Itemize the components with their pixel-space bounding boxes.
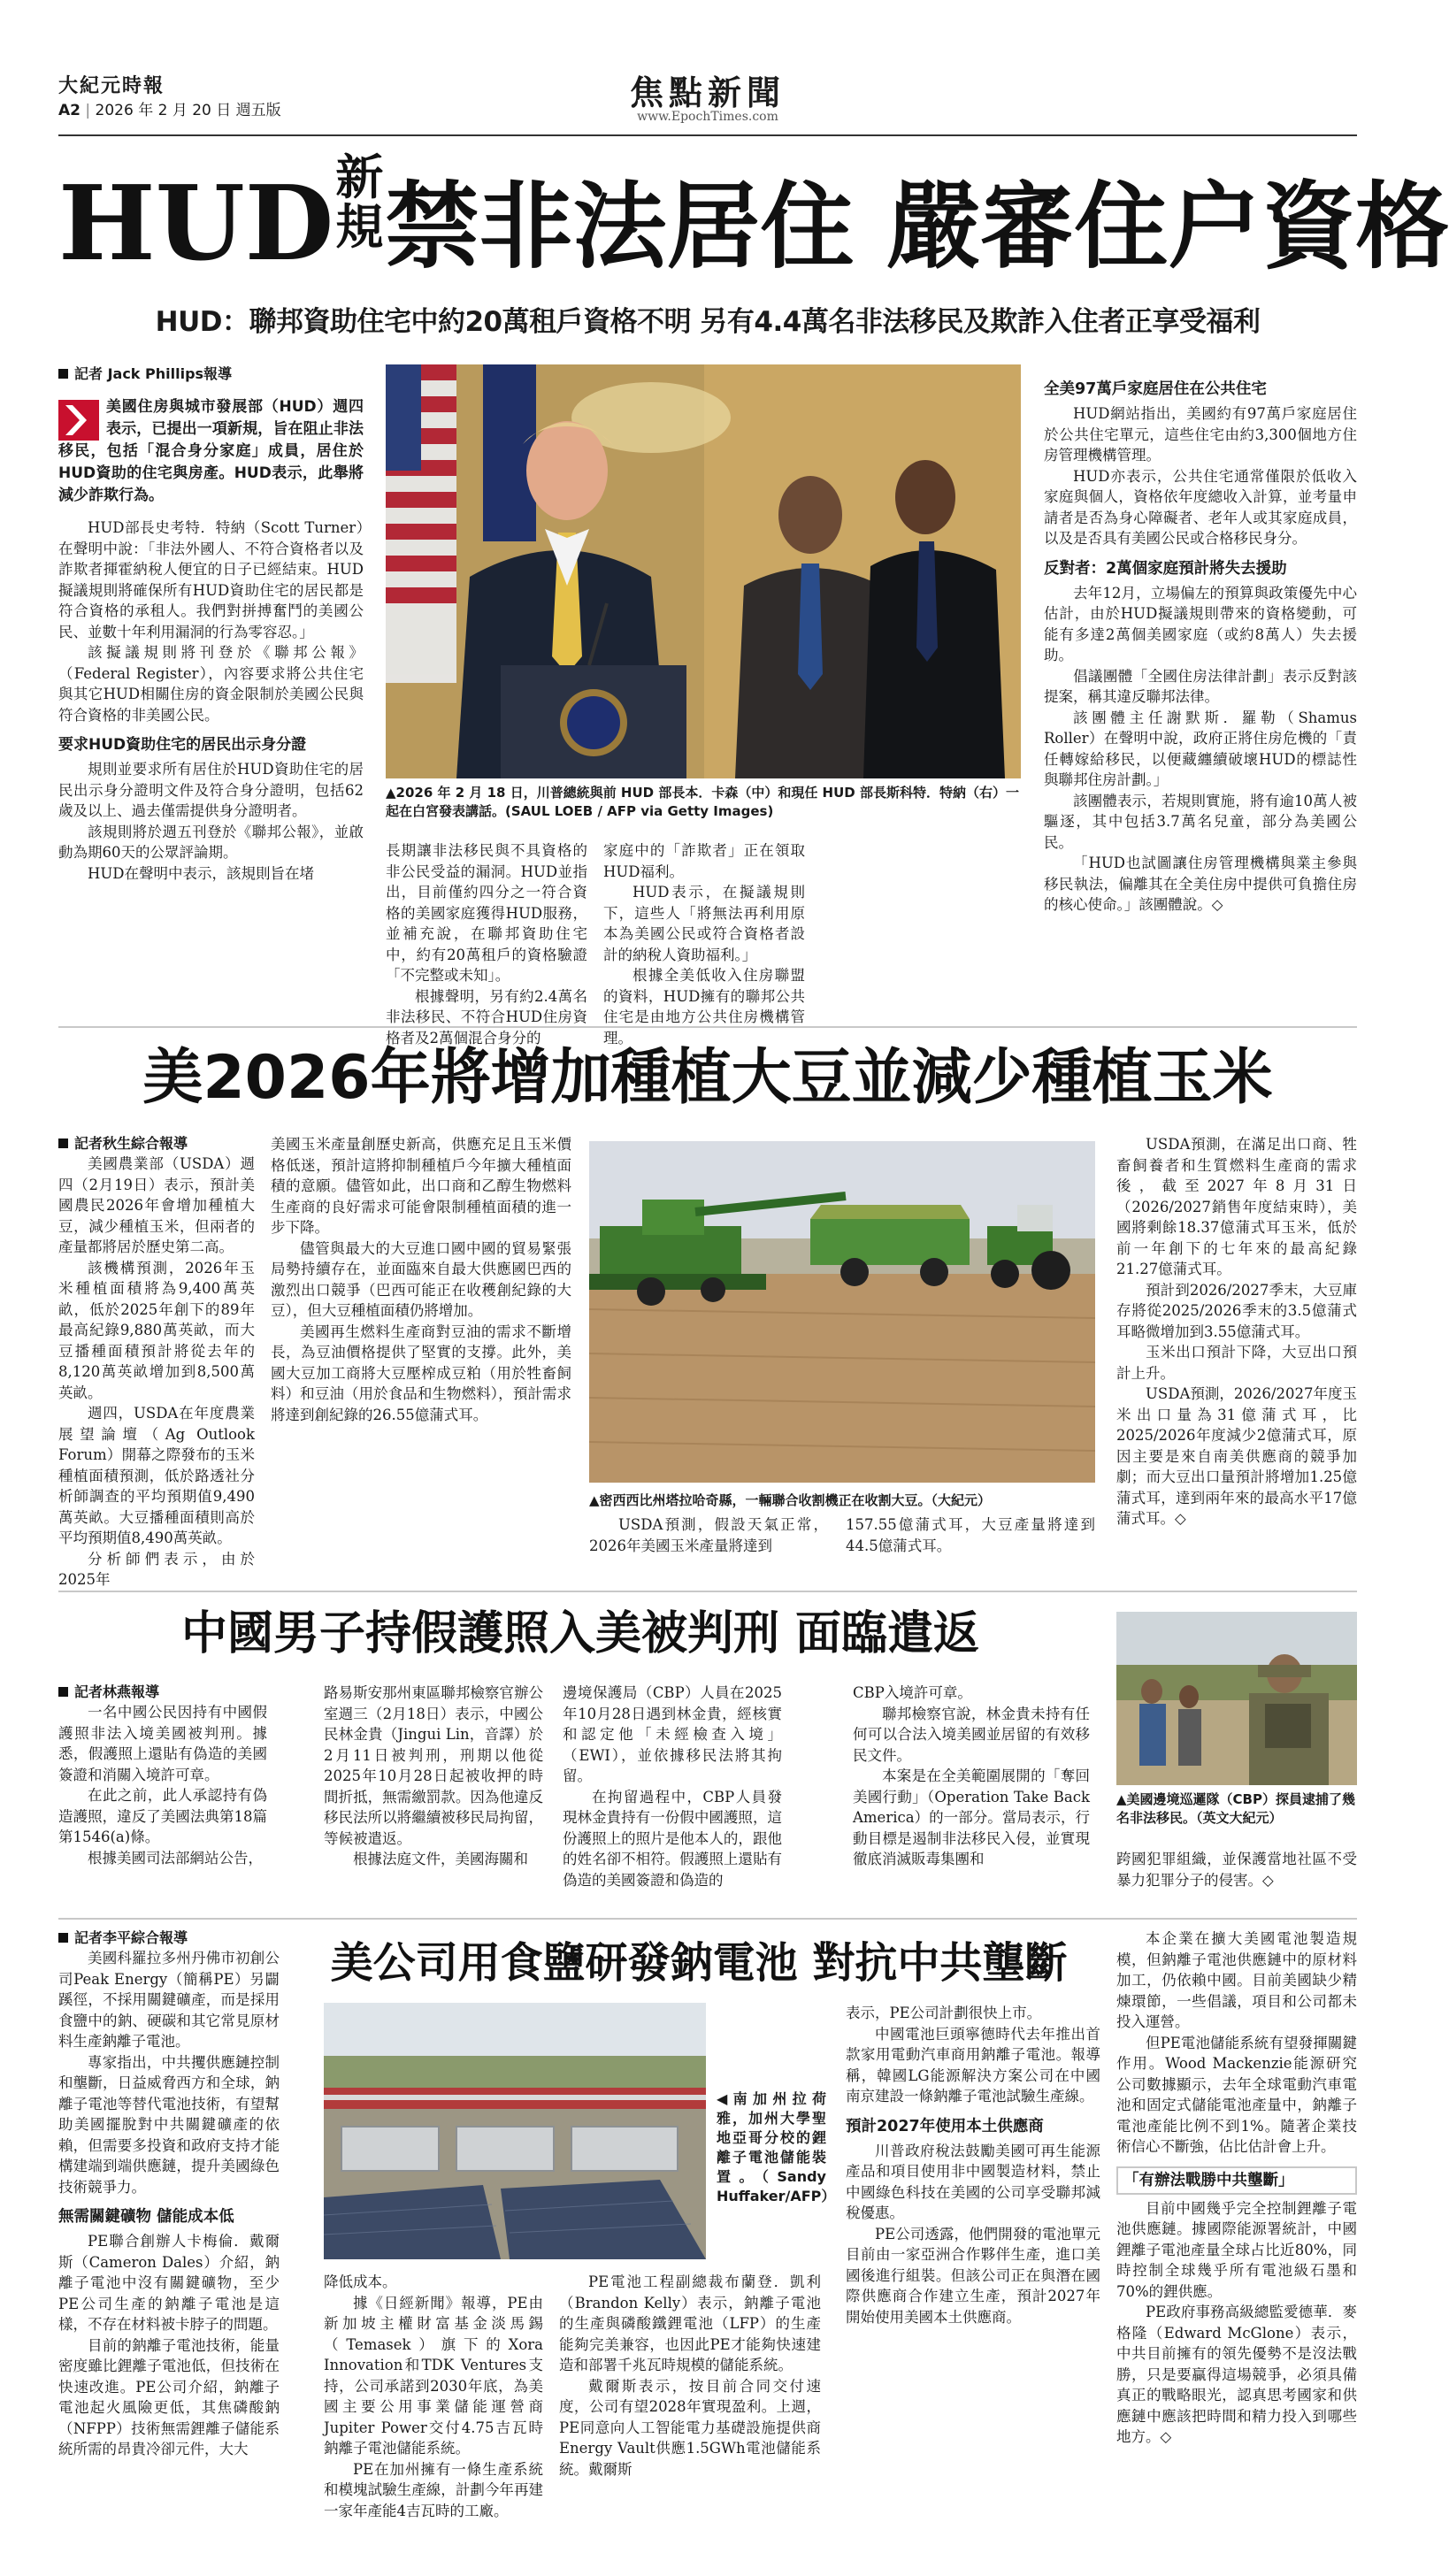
a3-c4-p3: 本案是在全美範圍展開的「奪回美國行動」（Operation Take Back America）的一部分。當局表示，行動目標是遏制非法移民入侵，並實現徹底消滅販毒集團和 — [853, 1767, 1090, 1867]
a2-c1-p4: 分析師們表示，由於2025年 — [58, 1550, 255, 1588]
a1-r-p2: HUD亦表示，公共住宅通常僅限於低收入家庭與個人，資格依年度總收入計算，並考量申請者是否為身心障礙者、老年人或其家庭成員，以及是否具有美國公民或合格移民身分。 — [1044, 467, 1357, 547]
a3-headline: 中國男子持假護照入美被判刑 面臨遣返 — [180, 1607, 980, 1660]
a1-headline-small-2: 規 — [335, 198, 384, 255]
a1-c2-p2: 根據聲明，另有約2.4萬名非法移民、不符合HUD住房資格者及2萬個混合身分的 — [386, 987, 587, 1046]
a1-col-3 — [603, 840, 805, 1046]
a1-r-p1: HUD網站指出，美國約有97萬戶家庭居住於公共住宅單元，這些住宅由約3,300個地方住房管理機構管理。 — [1044, 405, 1357, 464]
a4-c1-p3: PE聯合創辦人卡梅倫．戴爾斯（Cameron Dales）介紹，鈉離子電池中沒有關鍵礦物，至少PE公司生產的鈉離子電池是這樣，不存在材料被卡脖子的問題。 — [58, 2233, 280, 2333]
a4-col-2 — [324, 2272, 543, 2519]
a2-col-right — [1116, 1134, 1357, 1576]
a4-c3-subhead: 預計2027年使用本土供應商 — [846, 2117, 1044, 2135]
a1-headline-small-1: 新 — [335, 149, 384, 205]
a2-c2-p2: 儘管與最大的大豆進口國中國的貿易緊張局勢持續存在，並面臨來自最大供應國巴西的激烈出口競爭（巴西可能正在收穫創紀錄的大豆），但大豆種植面積仍將增加。 — [271, 1239, 571, 1319]
a1-r-p7: 「HUD也試圖讓住房管理機構與業主參與移民執法，偏離其在全美住房中提供可負擔住房的核心使命。」該團體說。◇ — [1044, 855, 1357, 913]
a1-headline-part-a: HUD — [58, 164, 334, 284]
a1-c1-p4: 該規則將於週五刊登於《聯邦公報》，並啟動為期60天的公眾評論期。 — [58, 823, 364, 861]
a4-r-p3: 目前中國幾乎完全控制鋰離子電池供應鏈。據國際能源署統計，中國鋰離子電池產量全球占比近80%，同時控制全球幾乎所有電池級石墨和70%的鋰供應。 — [1116, 2199, 1357, 2300]
a4-c1-p1: 美國科羅拉多州丹佛市初創公司Peak Energy（簡稱PE）另闢蹊徑，不採用關鍵礦產，而是採用食鹽中的鈉、硬碳和其它常見原材料生產鈉離子電池。 — [58, 1950, 280, 2050]
a3-r-text: 跨國犯罪組織，並保護當地社區不受暴力犯罪分子的侵害。◇ — [1116, 1851, 1357, 1889]
a2-r-p1: USDA預測，在滿足出口商、牲畜飼養者和生質燃料生產商的需求後，截至2027年8月31日（2026/2027銷售年度結束時），美國將剩餘18.37億蒲式耳玉米，低於前一年創下的七年來的最高紀錄21.27億蒲式耳。 — [1116, 1136, 1357, 1277]
a2-col-2 — [271, 1134, 571, 1575]
a2-c1-p2: 該機構預測，2026年玉米種植面積將為9,400萬英畝，低於2025年創下的89年最高紀錄9,880萬英畝，而大豆播種面積預計將從去年的8,120萬英畝增加到8,500萬英畝。 — [58, 1259, 255, 1401]
a2-c1-p3: 週四，USDA在年度農業展望論壇（Ag Outlook Forum）開幕之際發布的玉米種植面積預測，低於路透社分析師調查的平均預期值9,490萬英畝。大豆播種面積則高於平均預期值8,490萬英畝。 — [58, 1405, 255, 1546]
a4-col-right — [1116, 1928, 1357, 2512]
a2-c3-text: USDA預測，假設天氣正常，2026年美國玉米產量將達到 — [589, 1516, 828, 1554]
site-url: www.EpochTimes.com — [637, 110, 778, 124]
masthead — [58, 67, 1357, 124]
paper-logo: 大紀元時報 — [58, 74, 165, 97]
a4-r-p4: PE政府事務高級總監愛德華．麥格隆（Edward McGlone）表示，中共目前擁有的領先優勢不是沒法戰勝，只是要贏得這場競爭，必須具備真正的戰略眼光，認真思考國家和供應鏈中應該把時間和精力投入到哪些地方。◇ — [1116, 2304, 1357, 2445]
a2-c2-text: 美國玉米產量創歷史新高，供應充足且玉米價格低迷，預計這將抑制種植戶今年擴大種植面積的意願。儘管如此，出口商和乙醇生物燃料生產商的良好需求可能會限制種植面積的進一步下降。 — [271, 1136, 571, 1236]
a4-c3-p4: PE公司透露，他們開發的電池單元目前由一家亞洲合作夥伴生產，進口美國後進行組裝。但該公司正在與潛在國際供應商合作建立生產，預計2027年開始使用美國本土供應商。 — [846, 2225, 1100, 2326]
a1-c1-p2: 該擬議規則將刊登於《聯邦公報》（Federal Register），內容要求將公共住宅與其它HUD相關住房的資金限制於美國公民與符合資格的非美國公民。 — [58, 644, 364, 724]
a1-r-p4: 倡議團體「全國住房法律計劃」表示反對該提案，稱其違反聯邦法律。 — [1044, 667, 1357, 705]
a3-c4-text: CBP入境許可章。 — [853, 1684, 972, 1701]
page-divider: | — [85, 102, 96, 119]
a4-col-1 — [58, 1928, 280, 2512]
a1-col-right — [1044, 379, 1357, 1012]
a1-headline-part-b: 禁非法居住 嚴審住户資格 — [385, 171, 1449, 281]
a1-c2-text: 長期讓非法移民與不具資格的非公民受益的漏洞。HUD並指出，目前僅約四分之一符合資格的美國家庭獲得HUD服務，並補充說，在聯邦資助住宅中，約有20萬租戶的資格驗證「不完整或未知」。 — [386, 842, 587, 984]
a3-byline: 記者林燕報導 — [58, 1683, 267, 1702]
a2-photo-caption: ▲密西西比州塔拉哈奇縣，一輛聯合收割機正在收割大豆。（大紀元） — [589, 1492, 992, 1508]
a3-col-3 — [563, 1683, 782, 1904]
a4-col-4 — [846, 2003, 1100, 2512]
a4-col-3 — [559, 2272, 821, 2512]
a1-c3-p3: 根據全美低收入住房聯盟的資料，HUD擁有的聯邦公共住宅是由地方公共住房機構管理。 — [603, 967, 805, 1046]
a3-c1-p1: 一名中國公民因持有中國假護照非法入境美國被判刑。據悉，假護照上還貼有偽造的美國簽證和消關入境許可章。 — [58, 1704, 267, 1783]
a1-photo — [386, 364, 1021, 778]
a1-r-p3: 去年12月，立場偏左的預算與政策優先中心估計，由於HUD擬議規則帶來的資格變動，可能有多達2萬個美國家庭（或約8萬人）失去援助。 — [1044, 584, 1357, 663]
a2-photo — [589, 1141, 1095, 1483]
a3-photo-caption: ▲美國邊境巡邏隊（CBP）探員逮捕了幾名非法移民。（英文大紀元） — [1116, 1791, 1355, 1826]
a4-r-subhead: 「有辦法戰勝中共壟斷」 — [1116, 2166, 1357, 2195]
a3-c3-p2: 在拘留過程中，CBP人員發現林金貴持有一份假中國護照，這份護照上的照片是他本人的，跟他的姓名卻不相符。假護照上還貼有偽造的美國簽證和偽造的 — [563, 1788, 782, 1889]
rule-2 — [58, 1591, 1357, 1592]
a1-subheadline: HUD：聯邦資助住宅中約20萬租戶資格不明 另有4.4萬名非法移民及欺詐入住者正享受福利 — [155, 306, 1261, 338]
a3-col-4 — [853, 1683, 1090, 1904]
a4-c4-p1: PE電池工程副總裁布蘭登．凱利（Brandon Kelly）表示，鈉離子電池的生產與磷酸鐵鋰電池（LFP）的生產能夠完美兼容，也因此PE才能夠快速建造和部署千兆瓦時規模的儲能系統。 — [559, 2273, 821, 2373]
a1-c1-p3: 規則並要求所有居住於HUD資助住宅的居民出示身分證明文件及符合身分證明，包括62歲及以上、過去僅需提供身分證明者。 — [58, 761, 364, 819]
a4-c2-text: 降低成本。 — [324, 2273, 397, 2290]
a2-col-1 — [58, 1134, 255, 1588]
a4-c1-p2: 專家指出，中共攫供應鏈控制和壟斷，日益威脅西方和全球，鈉離子電池等替代電池技術，有望幫助美國擺脫對中共關鍵礦產的依賴，但需要多投資和政府支持才能構建端到端供應鏈，提升美國綠色技術競爭力。 — [58, 2053, 280, 2196]
a1-col-2 — [386, 840, 587, 1046]
a1-photo-caption: ▲2026 年 2 月 18 日，川普總統與前 HUD 部長本．卡森（中）和現任 HUD 部長斯科特．特納（右）一起在白宮發表講話。(SAUL LOEB / AFP via Getty Images) — [386, 785, 1019, 819]
a1-r-subhead-1: 全美97萬戶家庭居住在公共住宅 — [1044, 380, 1267, 398]
a1-r-subhead-2: 反對者：2萬個家庭預計將失去援助 — [1044, 559, 1287, 578]
a4-c3-p3: 川普政府稅法鼓勵美國可再生能源產品和項目使用非中國製造材料，禁止中國綠色科技在美國的公司享受聯邦減稅優惠。 — [846, 2142, 1100, 2221]
a3-col-2 — [324, 1683, 543, 1904]
a4-byline: 記者李平綜合報導 — [58, 1928, 280, 1948]
a4-c2-p2: 據《日經新聞》報導，PE由新加坡主權財富基金淡馬錫（Temasek）旗下的Xora Innovation和TDK Ventures支持，公司承諾到2030年底，為美國主要公用事業儲能運營商Jupiter Power交付4.75吉瓦時鈉離子電池儲能系統。 — [324, 2294, 543, 2457]
a2-c2-p3: 美國再生燃料生產商對豆油的需求不斷增長，為豆油價格提供了堅實的支撐。此外，美國大豆加工商將大豆壓榨成豆粕（用於牲畜飼料）和豆油（用於食品和生物燃料），預計需求將達到創紀錄的26.55億蒲式耳。 — [271, 1322, 571, 1423]
a3-col-1 — [58, 1683, 267, 1904]
battery-containers — [341, 2127, 678, 2171]
a1-r-p6: 該團體表示，若規則實施，將有逾10萬人被驅逐，其中包括3.7萬名兒童，部分為美國公民。 — [1044, 792, 1357, 851]
a4-c1-p4: 目前的鈉離子電池技術，能量密度雖比鋰離子電池低，但技術在快速改進。PE公司介紹，鈉離子電池起火風險更低，其焦磷酸鈉（NFPP）技術無需鋰離子儲能系統所需的昂貴冷卻元件，大大 — [58, 2336, 280, 2457]
a1-headline-small — [334, 149, 385, 255]
a3-col-right — [1116, 1849, 1357, 1904]
a4-c3-text: 表示，PE公司計劃很快上市。 — [846, 2005, 1042, 2021]
a2-c4-text: 157.55億蒲式耳，大豆產量將達到44.5億蒲式耳。 — [846, 1516, 1095, 1554]
a1-c1-p5: HUD在聲明中表示，該規則旨在堵 — [88, 864, 315, 882]
a4-c4-p2: 戴爾斯表示，按目前合同交付速度，公司有望2028年實現盈利。上週，PE同意向人工智能電力基礎設施提供商Energy Vault供應1.5GWh電池儲能系統。戴爾斯 — [559, 2377, 821, 2478]
a2-headline: 美2026年將增加種植大豆並減少種植玉米 — [142, 1043, 1273, 1113]
a1-photo-scene — [386, 364, 1021, 778]
a4-c3-p2: 中國電池巨頭寧德時代去年推出首款家用電動汽車商用鈉離子電池。報導稱，韓國LG能源解決方案公司在中國南京建設一條鈉離子電池試驗生產線。 — [846, 2025, 1100, 2104]
a4-r-p2: 但PE電池儲能系統有望發揮關鍵作用。Wood Mackenzie能源研究公司數據顯示，去年全球電動汽車電池和固定式儲能電池產量中，鈉離子電池產能比例不到1%。隨著企業技術信心不斷強，佔比估計會上升。 — [1116, 2034, 1357, 2155]
a1-c3-text-main: 家庭中的「詐欺者」正在領取HUD福利。 — [603, 842, 805, 880]
masthead-rule — [58, 134, 1357, 136]
section-title: 焦點新聞 — [629, 73, 786, 112]
a2-col-4 — [846, 1514, 1095, 1576]
a4-c2-p3: PE在加州擁有一條生產系統和模塊試驗生產線，計劃今年再建一家年產能4吉瓦時的工廠。 — [324, 2460, 543, 2519]
a1-c1-subhead: 要求HUD資助住宅的居民出示身分證 — [58, 736, 307, 754]
a3-c2-p2: 根據法庭文件，美國海關和 — [353, 1851, 528, 1867]
a1-lede — [58, 396, 364, 507]
a2-byline: 記者秋生綜合報導 — [58, 1134, 255, 1154]
a1-c3-p2: HUD表示，在擬議規則下，這些人「將無法再利用原本為美國公民或符合資格者設計的納稅人資助福利。」 — [603, 884, 805, 963]
a3-photo-scene — [1116, 1612, 1357, 1785]
rule-1 — [58, 1026, 1357, 1028]
a2-r-p3: 玉米出口預計下降，大豆出口預計上升。 — [1116, 1344, 1357, 1382]
a1-col-1 — [58, 364, 364, 1010]
a3-c2-text: 路易斯安那州東區聯邦檢察官辦公室週三（2月18日）表示，中國公民林金貴（Jingui Lin，音譯）於2月11日被判刑，刑期以他從2025年10月28日起被收押的時間折抵，無需繳罰款。因為他違反移民法所以將繼續被移民局拘留，等候被遣返。 — [324, 1684, 543, 1847]
a1-r-p5: 該團體主任謝默斯．羅勒（Shamus Roller）在聲明中說，政府正將住房危機的「責任轉嫁給移民，以便藏纏續破壞HUD的標誌性與聯邦住房計劃。」 — [1044, 709, 1357, 788]
issue-date: 2026 年 2 月 20 日 週五版 — [95, 102, 281, 119]
a4-photo — [324, 2003, 706, 2259]
a2-r-p4: USDA預測，2026/2027年度玉米出口量為31億蒲式耳，比2025/2026年度減少2億蒲式耳，原因主要是來自南美供應商的競爭加劇；而大豆出口量預計將增加1.25億蒲式耳，達到兩年來的最高水平17億蒲式耳。◇ — [1116, 1385, 1357, 1527]
page-number: A2 — [58, 102, 80, 119]
a1-byline: 記者 Jack Phillips報導 — [58, 364, 364, 384]
a4-photo-scene — [324, 2003, 706, 2259]
a3-c4-p2: 聯邦檢察官說，林金貴未持有任何可以合法入境美國並居留的有效移民文件。 — [853, 1705, 1090, 1764]
a2-col-3 — [589, 1514, 828, 1576]
a3-photo — [1116, 1612, 1357, 1785]
a3-c3-text: 邊境保護局（CBP）人員在2025年10月28日遇到林金貴，經核實和認定他「未經檢查入境」（EWI），並依據移民法將其拘留。 — [563, 1684, 782, 1784]
a3-c1-p3: 根據美國司法部網站公告， — [88, 1849, 263, 1867]
a1-lede-arrow-icon — [58, 400, 99, 441]
a4-c1-subhead: 無需關鍵礦物 儲能成本低 — [58, 2208, 234, 2226]
a2-photo-scene — [589, 1141, 1095, 1483]
a4-photo-caption: ◀南加州拉荷雅，加州大學聖地亞哥分校的鋰離子電池儲能裝置。（Sandy Huffaker/AFP） — [717, 2090, 836, 2204]
a1-c1-p1: HUD部長史考特．特納（Scott Turner）在聲明中說：「非法外國人、不符合資格者以及詐欺者揮霍納稅人便宜的日子已經結束。HUD擬議規則將確保所有HUD資助住宅的居民都是符合資格的承租人。我們對拼搏奮鬥的美國公民、並數十年利用漏洞的行為零容忍。」 — [58, 519, 364, 640]
a4-r-p1: 本企業在擴大美國電池製造規模，但鈉離子電池供應鏈中的原材料加工，仍依賴中國。目前美國缺少精煉環節，一些倡議，項目和公司都未投入運營。 — [1116, 1930, 1357, 2030]
flag-us — [386, 364, 456, 683]
a3-c1-p2: 在此之前，此人承認持有偽造護照，違反了美國法典第18篇第1546(a)條。 — [58, 1787, 267, 1845]
rule-3 — [58, 1918, 1357, 1920]
a2-r-p2: 預計到2026/2027季末，大豆庫存將從2025/2026季末的3.5億蒲式耳略微增加到3.55億蒲式耳。 — [1116, 1281, 1357, 1340]
a4-headline: 美公司用食鹽研發鈉電池 對抗中共壟斷 — [330, 1938, 1068, 1988]
a1-lede-text: 美國住房與城市發展部（HUD）週四表示，已提出一項新規，旨在阻止非法移民，包括「混合身分家庭」成員，居住於HUD資助的住宅與房產。HUD表示，此舉將減少詐欺行為。 — [58, 398, 364, 504]
a2-c1-p1: 美國農業部（USDA）週四（2月19日）表示，預計美國農民2026年會增加種植大豆，減少種植玉米，但兩者的產量都將居於歷史第二高。 — [58, 1155, 255, 1255]
a1-headline — [58, 149, 1449, 285]
